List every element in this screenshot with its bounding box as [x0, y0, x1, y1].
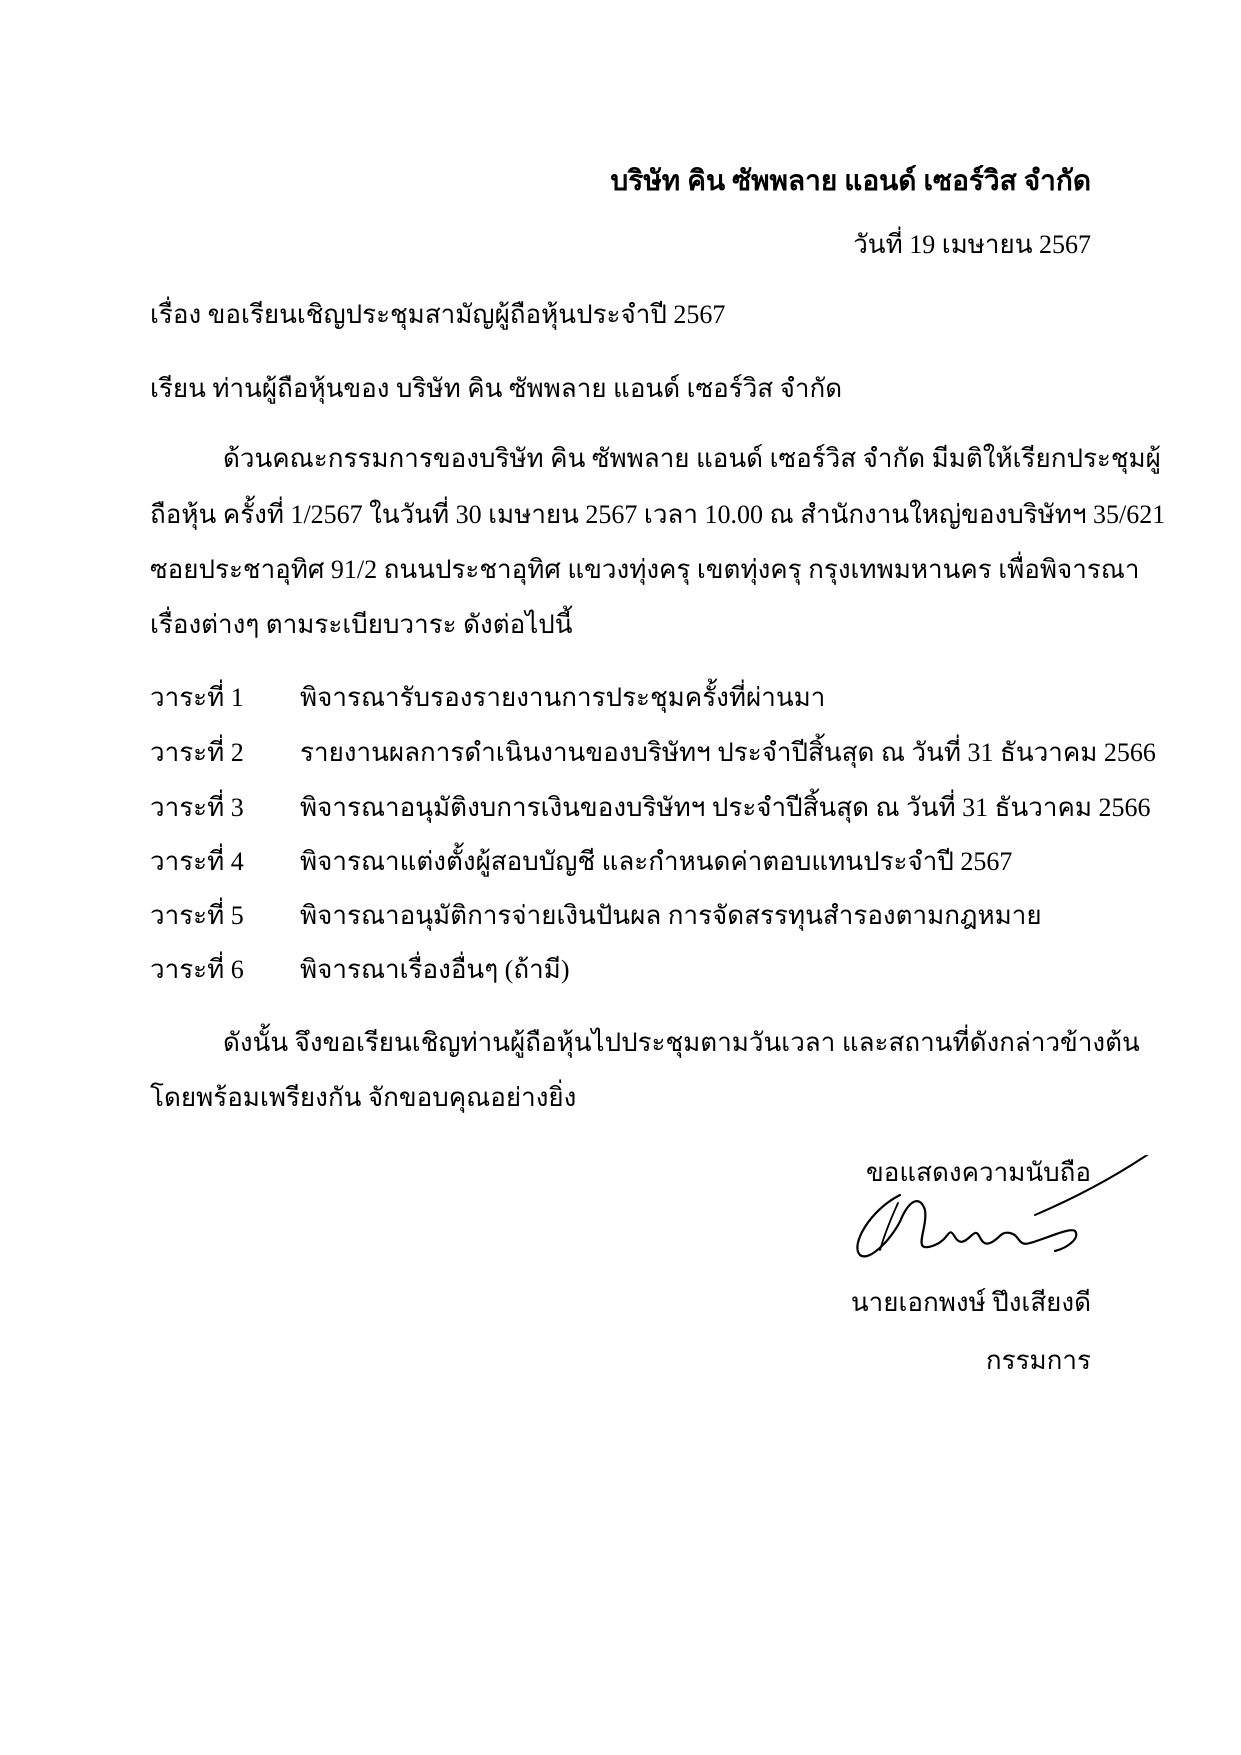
letter-date: วันที่ 19 เมษายน 2567	[853, 230, 1091, 259]
agenda-item-text: พิจารณาอนุมัติการจ่ายเงินปันผล การจัดสรรทุนสำรองตามกฎหมาย	[300, 901, 1042, 930]
agenda-item-text: พิจารณารับรองรายงานการประชุมครั้งที่ผ่านมา	[300, 683, 826, 712]
agenda-item-label: วาระที่ 6	[150, 955, 244, 984]
agenda-item-label: วาระที่ 4	[150, 847, 244, 876]
signatory-name: นายเอกพงษ์ ปึงเสียงดี	[850, 1288, 1091, 1317]
intro-line-2: ถือหุ้น ครั้งที่ 1/2567 ในวันที่ 30 เมษายน 2567 เวลา 10.00 ณ สำนักงานใหญ่ของบริษัทฯ 35/621	[150, 500, 1166, 529]
letter-subject: เรื่อง ขอเรียนเชิญประชุมสามัญผู้ถือหุ้นประจำปี 2567	[150, 300, 726, 329]
intro-line-3: ซอยประชาอุทิศ 91/2 ถนนประชาอุทิศ แขวงทุ่งครุ เขตทุ่งครุ กรุงเทพมหานคร เพื่อพิจารณา	[150, 555, 1140, 584]
company-name-header: บริษัท คิน ซัพพลาย แอนด์ เซอร์วิส จำกัด	[610, 166, 1091, 197]
agenda-item-text: รายงานผลการดำเนินงานของบริษัทฯ ประจำปีสิ้นสุด ณ วันที่ 31 ธันวาคม 2566	[300, 738, 1156, 767]
agenda-item-label: วาระที่ 5	[150, 901, 244, 930]
agenda-item-text: พิจารณาอนุมัติงบการเงินของบริษัทฯ ประจำปีสิ้นสุด ณ วันที่ 31 ธันวาคม 2566	[300, 793, 1151, 822]
signatory-title: กรรมการ	[985, 1346, 1091, 1375]
intro-line-1: ด้วนคณะกรรมการของบริษัท คิน ซัพพลาย แอนด์ เซอร์วิส จำกัด มีมติให้เรียกประชุมผู้	[223, 444, 1161, 473]
regards-text: ขอแสดงความนับถือ	[866, 1158, 1091, 1187]
closing-line-2: โดยพร้อมเพรียงกัน จักขอบคุณอย่างยิ่ง	[150, 1083, 577, 1112]
agenda-item-label: วาระที่ 3	[150, 793, 244, 822]
agenda-item-text: พิจารณาแต่งตั้งผู้สอบบัญชี และกำหนดค่าตอบแทนประจำปี 2567	[300, 847, 1013, 876]
agenda-item-label: วาระที่ 1	[150, 683, 244, 712]
intro-line-4: เรื่องต่างๆ ตามระเบียบวาระ ดังต่อไปนี้	[150, 610, 573, 639]
closing-line-1: ดังนั้น จึงขอเรียนเชิญท่านผู้ถือหุ้นไปประชุมตามวันเวลา และสถานที่ดังกล่าวข้างต้น	[223, 1028, 1140, 1057]
letter-recipient: เรียน ท่านผู้ถือหุ้นของ บริษัท คิน ซัพพลาย แอนด์ เซอร์วิส จำกัด	[150, 374, 843, 403]
agenda-item-text: พิจารณาเรื่องอื่นๆ (ถ้ามี)	[300, 955, 570, 984]
agenda-item-label: วาระที่ 2	[150, 738, 244, 767]
handwritten-signature	[840, 1155, 1160, 1275]
